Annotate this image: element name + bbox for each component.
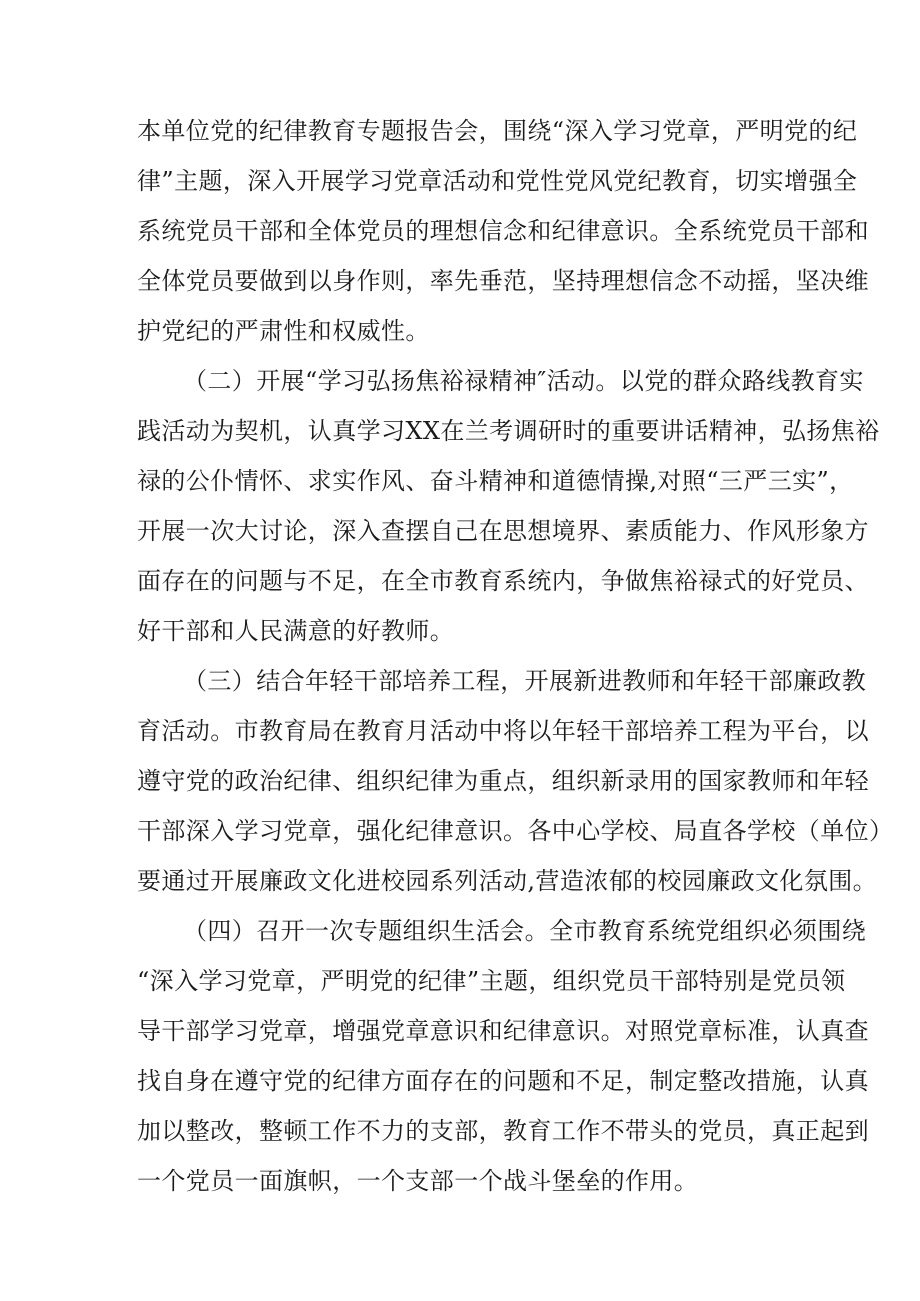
text-line: 全体党员要做到以身作则，率先垂范，坚持理想信念不动摇，坚决维 (137, 267, 869, 295)
text-line: “深入学习党章，严明党的纪律”主题，组织党员干部特别是党员领 (137, 967, 846, 995)
text-line: 遵守党的政治纪律、组织纪律为重点，组织新录用的国家教师和年轻 (137, 767, 869, 795)
text-line: 好干部和人民满意的好教师。 (137, 617, 455, 645)
text-line: 面存在的问题与不足，在全市教育系统内，争做焦裕禄式的好党员、 (137, 567, 869, 595)
text-line: 律”主题，深入开展学习党章活动和党性党风党纪教育，切实增强全 (137, 167, 858, 195)
paragraph-heading-4: （四）召开一次专题组织生活会。全市教育系统党组织必须围绕 (183, 917, 867, 945)
text-line: 加以整改，整顿工作不力的支部，教育工作不带头的党员，真正起到 (137, 1117, 869, 1145)
text-line: 护党纪的严肃性和权威性。 (137, 317, 430, 345)
text-line: 践活动为契机，认真学习XX在兰考调研时的重要讲话精神，弘扬焦裕 (137, 417, 880, 445)
text-line: 开展一次大讨论，深入查摆自己在思想境界、素质能力、作风形象方 (137, 517, 869, 545)
text-line: 导干部学习党章，增强党章意识和纪律意识。对照党章标准，认真查 (137, 1017, 869, 1045)
text-line: 找自身在遵守党的纪律方面存在的问题和不足，制定整改措施，认真 (137, 1067, 869, 1095)
text-line: 育活动。市教育局在教育月活动中将以年轻干部培养工程为平台，以 (137, 717, 869, 745)
text-line: 要通过开展廉政文化进校园系列活动,营造浓郁的校园廉政文化氛围。 (137, 867, 878, 895)
text-line: 系统党员干部和全体党员的理想信念和纪律意识。全系统党员干部和 (137, 217, 869, 245)
paragraph-heading-3: （三）结合年轻干部培养工程，开展新进教师和年轻干部廉政教 (183, 667, 867, 695)
text-line: 一个党员一面旗帜，一个支部一个战斗堡垒的作用。 (137, 1167, 699, 1195)
text-line: 禄的公仆情怀、求实作风、奋斗精神和道德情操,对照“三严三实”， (137, 467, 854, 495)
paragraph-heading-2: （二）开展“学习弘扬焦裕禄精神″活动。以党的群众路线教育实 (183, 367, 864, 395)
text-line: 干部深入学习党章，强化纪律意识。各中心学校、局直各学校（单位） (137, 817, 894, 845)
text-line: 本单位党的纪律教育专题报告会，围绕“深入学习党章，严明党的纪 (137, 117, 858, 145)
